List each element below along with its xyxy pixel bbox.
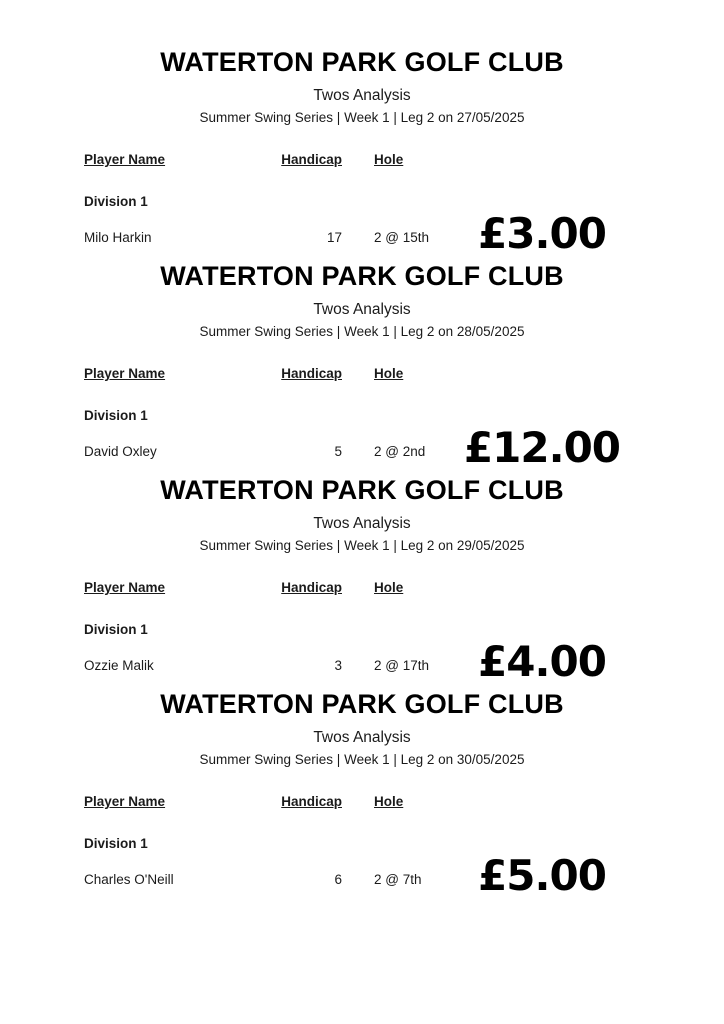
report-title: Twos Analysis [313, 515, 411, 532]
table-header-row [0, 794, 724, 810]
column-header-handicap: Handicap [281, 580, 342, 595]
player-hole: 2 @ 2nd [374, 444, 426, 459]
player-handicap: 6 [334, 872, 342, 887]
division-heading: Division 1 [84, 194, 148, 209]
column-header-handicap: Handicap [281, 366, 342, 381]
player-handicap: 3 [334, 658, 342, 673]
table-row [0, 423, 724, 472]
column-header-hole: Hole [374, 366, 404, 381]
column-header-handicap: Handicap [281, 794, 342, 809]
player-name: Milo Harkin [84, 230, 152, 245]
column-header-handicap: Handicap [281, 152, 342, 167]
series-info-line: Summer Swing Series | Week 1 | Leg 2 on 30/05/2025 [199, 752, 525, 767]
column-header-player-name: Player Name [84, 152, 166, 167]
report-section-leg-2 [0, 260, 724, 472]
prize-amount: £4.00 [478, 637, 606, 686]
report-section-leg-3 [0, 474, 724, 686]
table-row [0, 209, 724, 258]
club-title: WATERTON PARK GOLF CLUB [160, 689, 564, 719]
table-header-row [0, 366, 724, 382]
club-title: WATERTON PARK GOLF CLUB [160, 261, 564, 291]
series-info-line: Summer Swing Series | Week 1 | Leg 2 on 27/05/2025 [199, 110, 525, 125]
club-title: WATERTON PARK GOLF CLUB [160, 475, 564, 505]
division-heading: Division 1 [84, 408, 148, 423]
prize-amount: £12.00 [463, 423, 621, 472]
report-title: Twos Analysis [313, 301, 411, 318]
table-header-row [0, 580, 724, 596]
prize-amount: £3.00 [478, 209, 606, 258]
prize-amount: £5.00 [478, 851, 606, 900]
division-heading: Division 1 [84, 836, 148, 851]
player-name: David Oxley [84, 444, 157, 459]
player-hole: 2 @ 15th [374, 230, 429, 245]
column-header-hole: Hole [374, 152, 404, 167]
series-info-line: Summer Swing Series | Week 1 | Leg 2 on 29/05/2025 [199, 538, 525, 553]
report-section-leg-4 [0, 688, 724, 900]
series-info-line: Summer Swing Series | Week 1 | Leg 2 on 28/05/2025 [199, 324, 525, 339]
column-header-hole: Hole [374, 794, 404, 809]
column-header-player-name: Player Name [84, 794, 166, 809]
column-header-player-name: Player Name [84, 366, 166, 381]
table-row [0, 637, 724, 686]
column-header-hole: Hole [374, 580, 404, 595]
column-header-player-name: Player Name [84, 580, 166, 595]
report-title: Twos Analysis [313, 729, 411, 746]
player-name: Ozzie Malik [84, 658, 154, 673]
player-hole: 2 @ 7th [374, 872, 422, 887]
player-name: Charles O'Neill [84, 872, 174, 887]
player-handicap: 5 [334, 444, 342, 459]
table-header-row [0, 152, 724, 168]
club-title: WATERTON PARK GOLF CLUB [160, 47, 564, 77]
player-handicap: 17 [326, 230, 342, 245]
player-hole: 2 @ 17th [374, 658, 429, 673]
report-title: Twos Analysis [313, 87, 411, 104]
report-section-leg-1 [0, 46, 724, 258]
division-heading: Division 1 [84, 622, 148, 637]
table-row [0, 851, 724, 900]
